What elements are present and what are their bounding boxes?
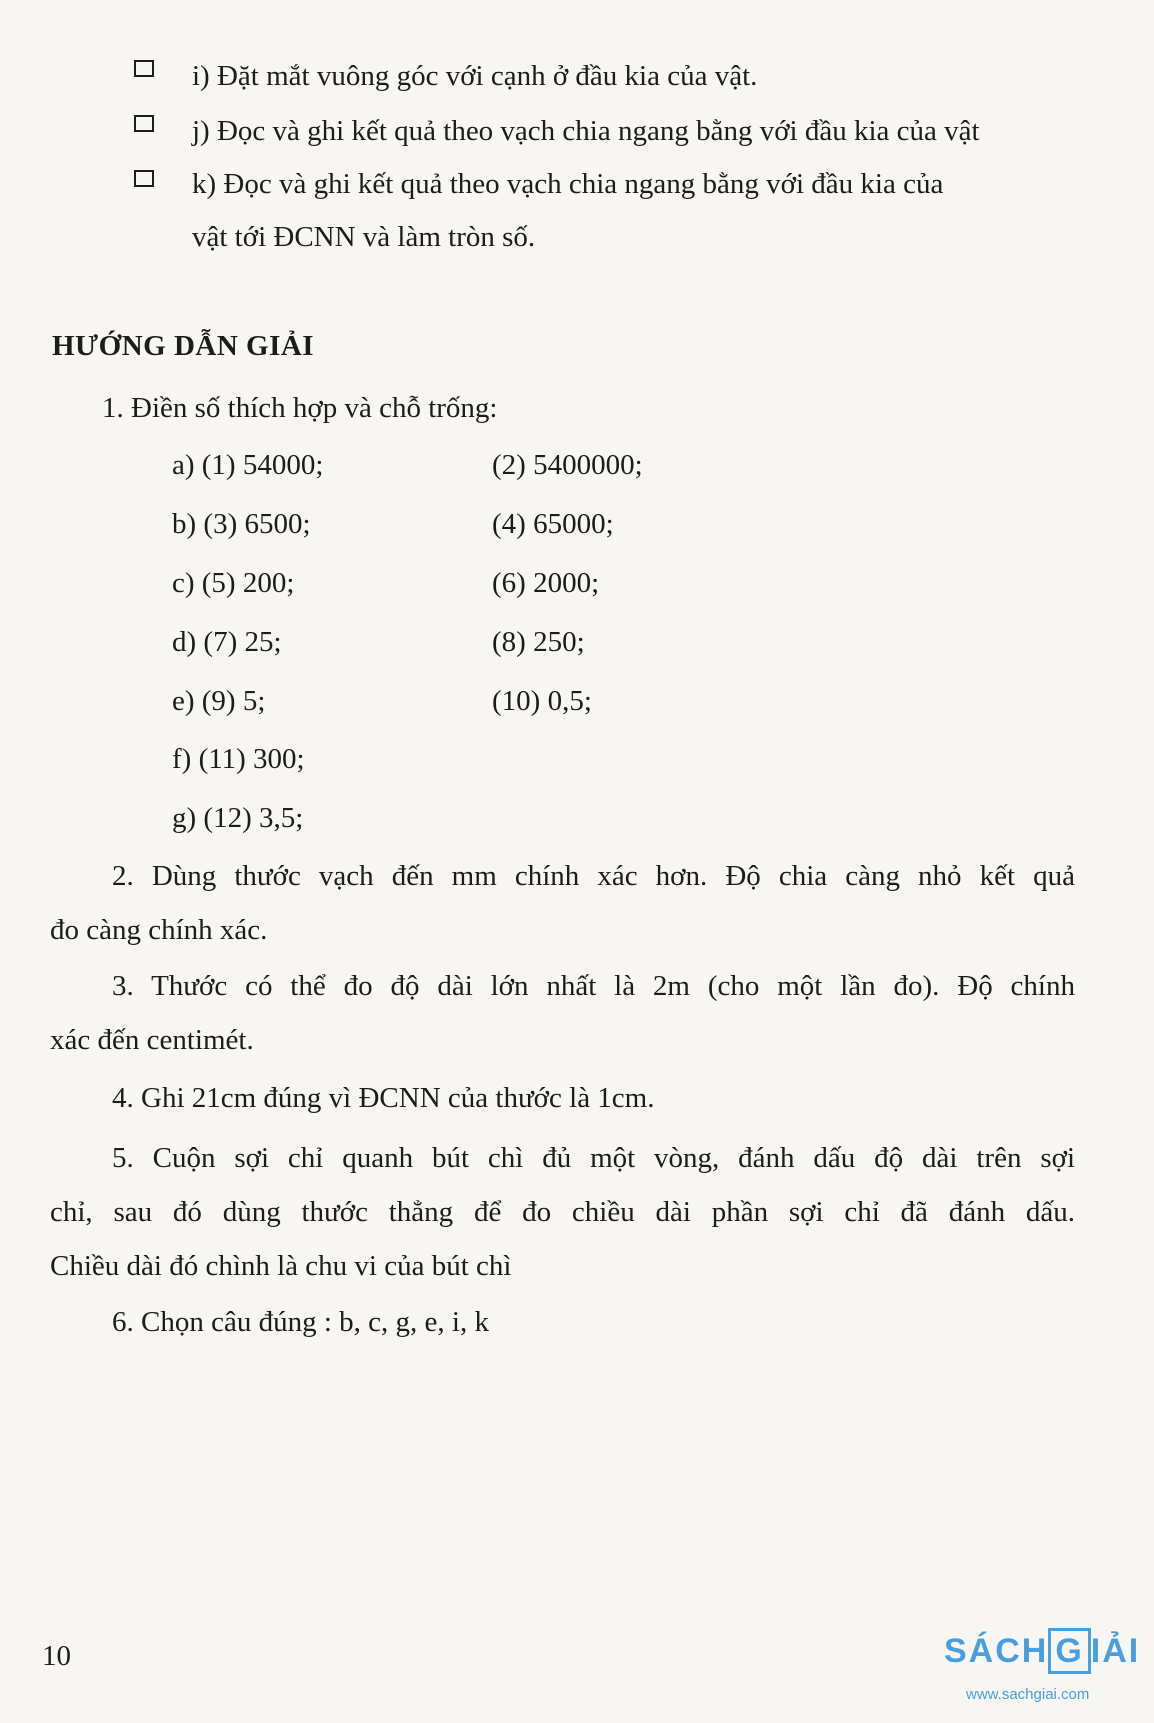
q1-intro: 1. Điền số thích hợp và chỗ trống: bbox=[102, 392, 498, 424]
q4-line1: 4. Ghi 21cm đúng vì ĐCNN của thước là 1cm. bbox=[112, 1082, 655, 1114]
option-text-k: k) Đọc và ghi kết quả theo vạch chia ngang bằng với đầu kia của bbox=[192, 168, 944, 200]
q5-line3: Chiều dài đó chình là chu vi của bút chì bbox=[50, 1250, 512, 1282]
q3-line1: 3. Thước có thể đo độ dài lớn nhất là 2m (cho một lần đo). Độ chính bbox=[112, 970, 1075, 1002]
option-checkbox-i[interactable] bbox=[134, 60, 154, 77]
q1-answer-e-left: e) (9) 5; bbox=[172, 685, 266, 717]
q5-line2: chỉ, sau đó dùng thước thẳng để đo chiều dài phần sợi chỉ đã đánh dấu. bbox=[50, 1196, 1075, 1228]
q1-answer-g-left: g) (12) 3,5; bbox=[172, 802, 304, 834]
q6-line1: 6. Chọn câu đúng : b, c, g, e, i, k bbox=[112, 1306, 489, 1338]
q5-line1: 5. Cuộn sợi chỉ quanh bút chì đủ một vòng, đánh dấu độ dài trên sợi bbox=[112, 1142, 1075, 1174]
q2-line2: đo càng chính xác. bbox=[50, 914, 268, 946]
logo-text-box: G bbox=[1048, 1628, 1090, 1674]
q3-line2: xác đến centimét. bbox=[50, 1024, 254, 1056]
q1-answer-d-right: (8) 250; bbox=[492, 626, 585, 658]
q1-answer-d-left: d) (7) 25; bbox=[172, 626, 282, 658]
option-text-i: i) Đặt mắt vuông góc với cạnh ở đầu kia của vật. bbox=[192, 60, 758, 92]
logo-text-left: SÁCH bbox=[944, 1632, 1049, 1670]
q2-line1: 2. Dùng thước vạch đến mm chính xác hơn. Độ chia càng nhỏ kết quả bbox=[112, 860, 1075, 892]
q1-answer-f-left: f) (11) 300; bbox=[172, 743, 305, 775]
option-text-j: j) Đọc và ghi kết quả theo vạch chia ngang bằng với đầu kia của vật bbox=[192, 115, 980, 147]
q1-answer-c-left: c) (5) 200; bbox=[172, 567, 295, 599]
sachgiai-logo bbox=[944, 1628, 1144, 1710]
option-text-k-continuation: vật tới ĐCNN và làm tròn số. bbox=[192, 221, 536, 253]
option-checkbox-j[interactable] bbox=[134, 115, 154, 132]
section-title: HƯỚNG DẪN GIẢI bbox=[52, 330, 315, 362]
option-checkbox-k[interactable] bbox=[134, 170, 154, 187]
logo-url: www.sachgiai.com bbox=[966, 1686, 1090, 1703]
q1-answer-a-left: a) (1) 54000; bbox=[172, 449, 324, 481]
q1-answer-e-right: (10) 0,5; bbox=[492, 685, 592, 717]
q1-answer-b-left: b) (3) 6500; bbox=[172, 508, 311, 540]
logo-text-right: IẢI bbox=[1090, 1632, 1141, 1670]
q1-answer-a-right: (2) 5400000; bbox=[492, 449, 643, 481]
q1-answer-b-right: (4) 65000; bbox=[492, 508, 614, 540]
q1-answer-c-right: (6) 2000; bbox=[492, 567, 600, 599]
page-number: 10 bbox=[42, 1640, 71, 1672]
